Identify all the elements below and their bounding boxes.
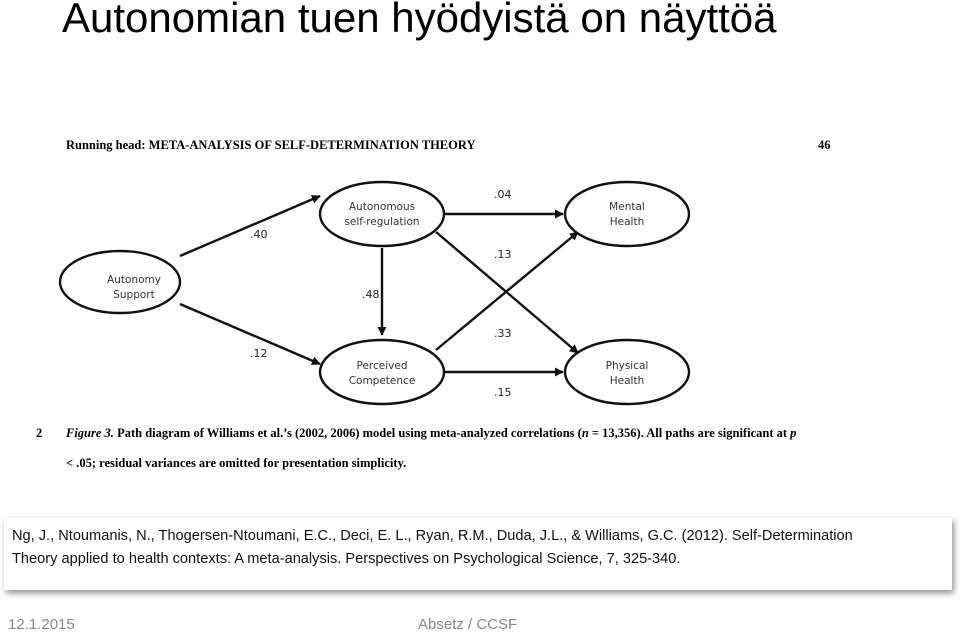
figure-caption-line1 [66, 426, 796, 441]
node-physical-health [565, 340, 689, 404]
node-label: Perceived [356, 360, 408, 372]
figure-image [36, 128, 878, 480]
node-label: Health [609, 375, 645, 387]
footer-date: 12.1.2015 [8, 616, 75, 633]
footer-source: Absetz / CCSF [418, 616, 518, 633]
node-autonomous-self-regulation [320, 182, 444, 246]
node-label: self-regulation [344, 216, 420, 228]
coef-autonomous-to-competence: .48 [362, 288, 380, 301]
coef-autonomous-to-mental: .04 [494, 188, 512, 201]
reference-line: Theory applied to health contexts: A meta-analysis. Perspectives on Psychological Science, 7, 325-340. [12, 551, 681, 567]
figure-line-number: 2 [36, 426, 43, 440]
page-number: 46 [818, 138, 831, 152]
arrow-support-to-autonomous [180, 196, 320, 256]
coef-competence-to-mental: .33 [494, 327, 512, 340]
reference-box [4, 518, 952, 590]
coef-competence-to-physical: .15 [494, 386, 512, 399]
slide-title: Autonomian tuen hyödyistä on näyttöä [62, 0, 777, 41]
caption-text: = 13,356). All paths are significant at [588, 426, 791, 440]
node-label: Competence [348, 375, 416, 387]
node-label: Physical [605, 360, 649, 372]
coef-support-to-autonomous: .40 [250, 228, 268, 241]
coef-support-to-competence: .12 [250, 347, 268, 360]
node-perceived-competence [320, 340, 444, 404]
node-autonomy-support [60, 251, 180, 313]
path-diagram [48, 128, 878, 418]
node-label: Mental [609, 201, 645, 213]
node-label: Support [113, 289, 155, 301]
figure-label: Figure 3. [66, 426, 114, 440]
running-head: Running head: META-ANALYSIS OF SELF-DETERMINATION THEORY [66, 138, 476, 152]
node-mental-health [565, 182, 689, 246]
node-label: Health [609, 216, 645, 228]
caption-n: n [581, 426, 589, 440]
reference-line: Ng, J., Ntoumanis, N., Thogersen-Ntoumani, E.C., Deci, E. L., Ryan, R.M., Duda, J.L., & Williams, G.C. (2012). Self-Determination [12, 528, 853, 544]
node-label: Autonomous [348, 201, 416, 213]
coef-autonomous-to-physical: .13 [494, 248, 512, 261]
caption-text: Path diagram of Williams et al.’s (2002, 2006) model using meta-analyzed correlations ( [113, 426, 582, 440]
figure-caption-line2: < .05; residual variances are omitted for presentation simplicity. [66, 456, 407, 470]
caption-p: p [790, 426, 797, 440]
node-label: Autonomy [107, 274, 161, 286]
